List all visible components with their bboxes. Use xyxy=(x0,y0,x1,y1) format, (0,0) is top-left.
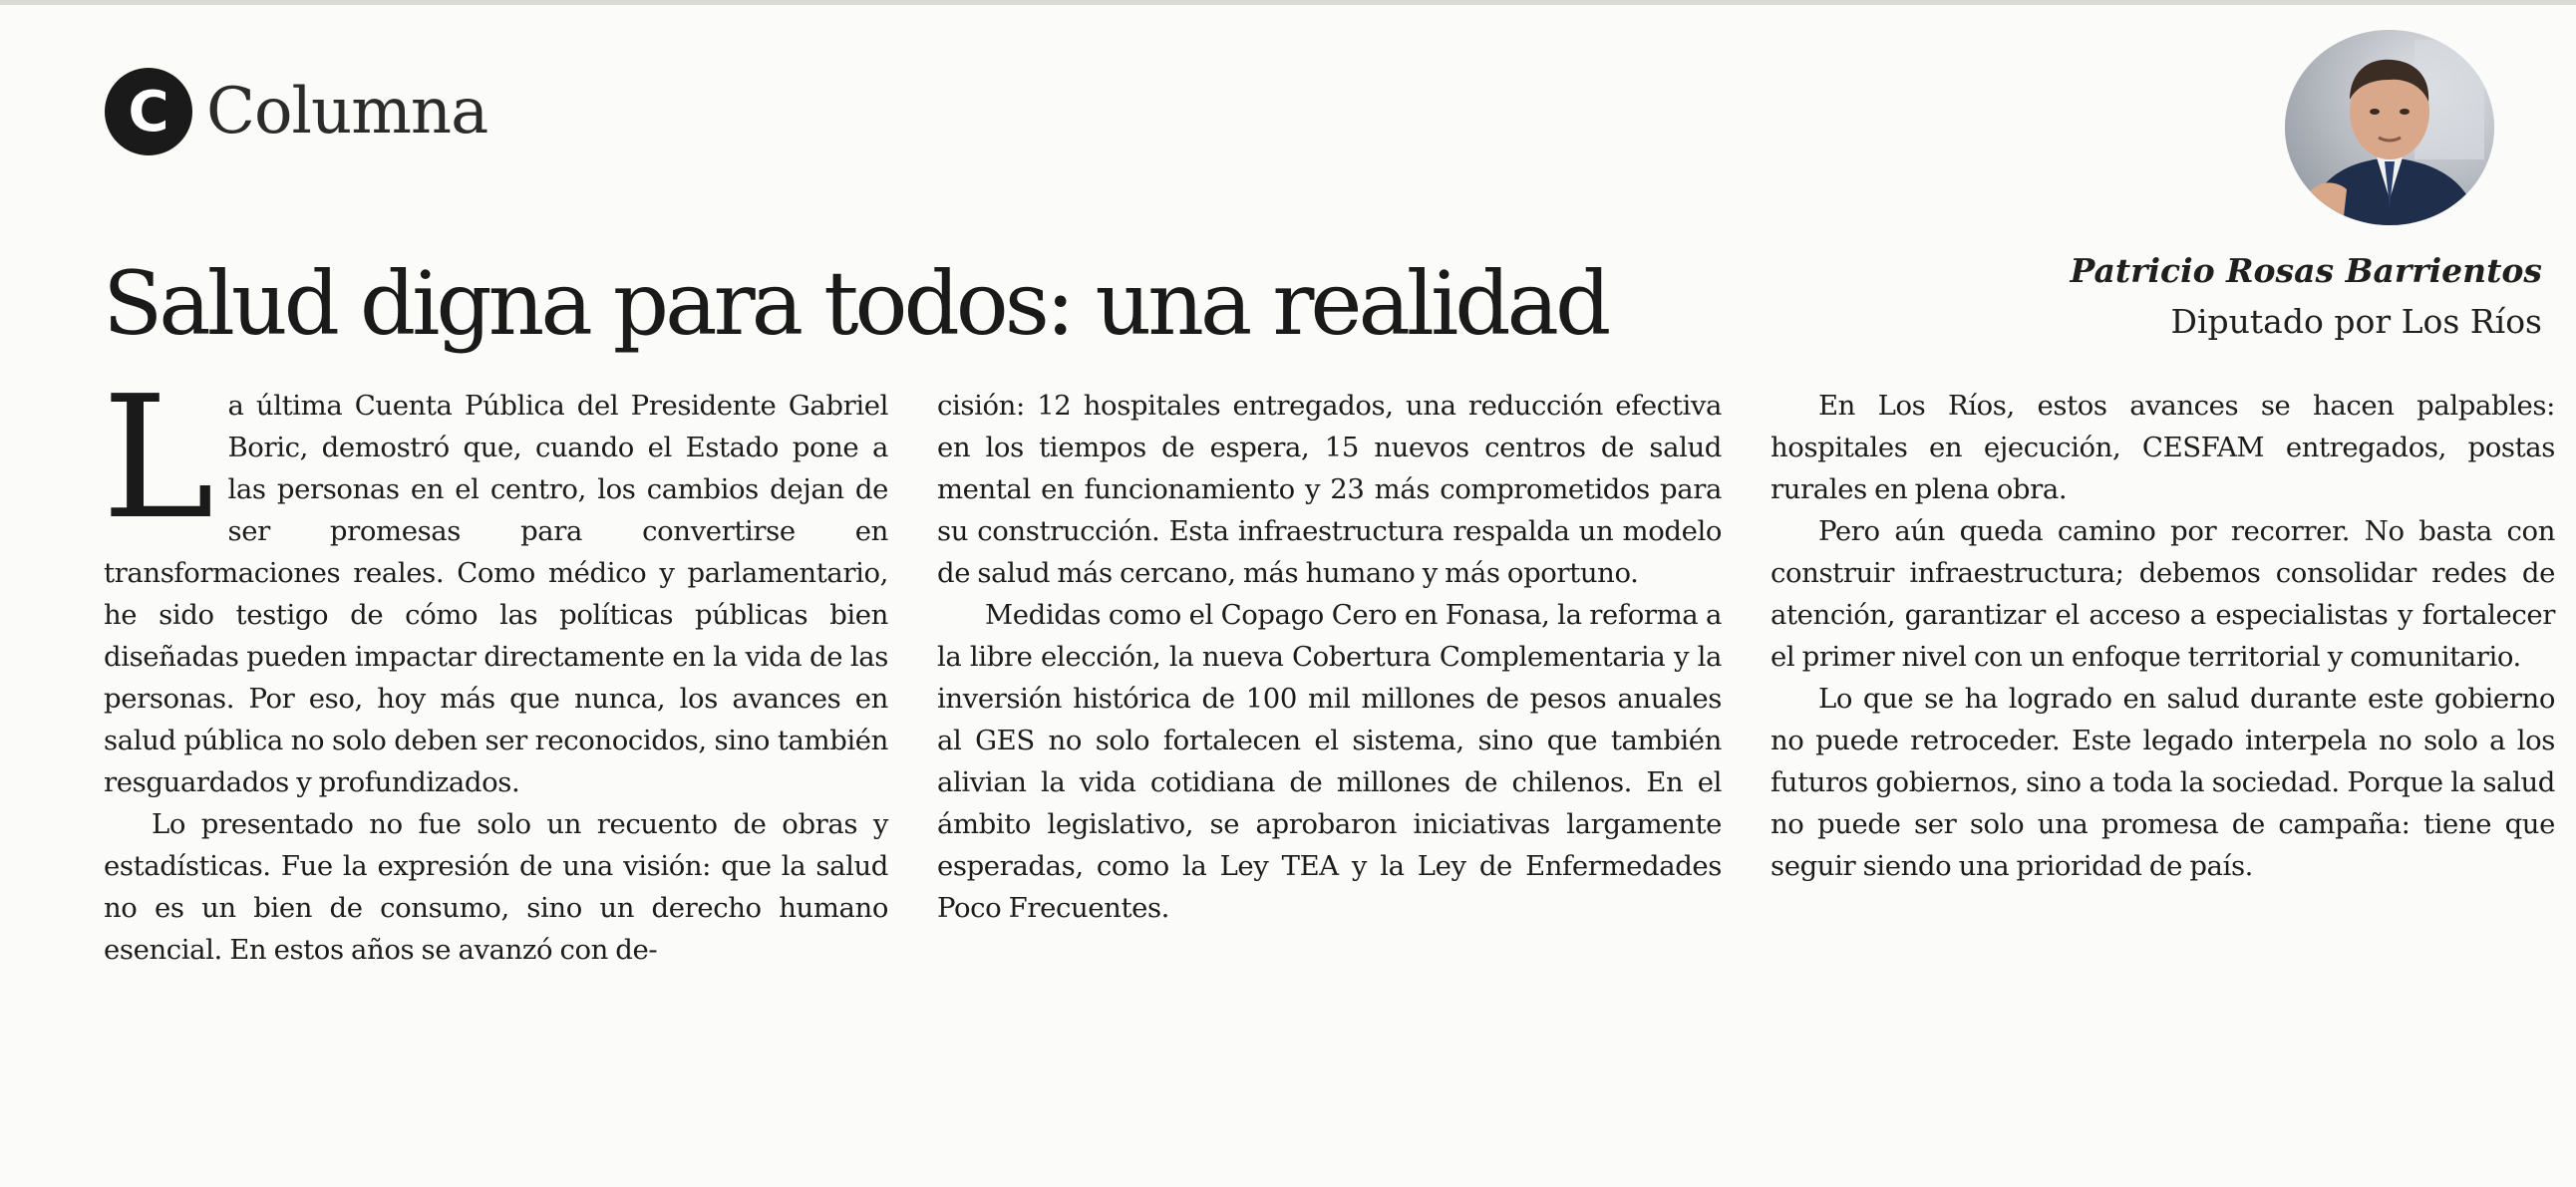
drop-cap: L xyxy=(102,360,214,557)
article-paragraph: En Los Ríos, estos avances se hacen palpables: hospitales en ejecución, CESFAM entregados, postas rurales en plena obra. xyxy=(1771,390,2555,505)
section-label: Columna xyxy=(206,75,488,148)
article-column-1 xyxy=(102,360,888,1082)
article-paragraph: cisión: 12 hospitales entregados, una reducción efectiva en los tiempos de espera, 15 nuevos centros de salud mental en funcionamiento y 23 más comprometidos para su construcción. Esta infraestructura respalda un modelo de salud más cercano, más humano y más oportuno. xyxy=(937,390,1722,589)
article-column-3 xyxy=(1771,385,2555,1082)
author-name: Patricio Rosas Barrientos xyxy=(2070,251,2542,290)
headline: Salud digna para todos: una realidad xyxy=(103,252,1608,355)
article-paragraph xyxy=(102,360,888,803)
article-paragraph: Pero aún queda camino por recorrer. No basta con construir infraestructura; debemos consolidar redes de atención, garantizar el acceso a especialistas y fortalecer el primer nivel con un enfoque territorial y comunitario. xyxy=(1771,515,2555,673)
author-portrait-icon xyxy=(2285,30,2494,225)
article-paragraph: Lo presentado no fue solo un recuento de obras y estadísticas. Fue la expresión de una visión: que la salud no es un bien de consumo, sino un derecho humano esencial. En estos años se avanzó con de- xyxy=(104,808,888,966)
article-paragraph: Lo que se ha logrado en salud durante este gobierno no puede retroceder. Este legado interpela no solo a los futuros gobiernos, sino a toda la sociedad. Porque la salud no puede ser solo una promesa de campaña: tiene que seguir siendo una prioridad de país. xyxy=(1771,683,2555,882)
paragraph-text: a última Cuenta Pública del Presidente Gabriel Boric, demostró que, cuando el Estado pone a las personas en el centro, los cambios dejan de ser promesas para convertirse en transformaciones reales. Como médico y parlamentario, he sido testigo de cómo las políticas públicas bien diseñadas pueden impactar directamente en la vida de las personas. Por eso, hoy más que nunca, los avances en salud pública no solo deben ser reconocidos, sino también resguardados y profundizados. xyxy=(104,390,888,798)
author-photo xyxy=(2285,30,2494,225)
top-rule xyxy=(0,0,2576,5)
section-badge: C xyxy=(105,68,192,155)
article-column-2 xyxy=(937,385,1722,1082)
article-paragraph: Medidas como el Copago Cero en Fonasa, la reforma a la libre elección, la nueva Cobertura Complementaria y la inversión histórica de 100 mil millones de pesos anuales al GES no solo fortalecen el sistema, sino que también alivian la vida cotidiana de millones de chilenos. En el ámbito legislativo, se aprobaron iniciativas largamente esperadas, como la Ley TEA y la Ley de Enfermedades Poco Frecuentes. xyxy=(937,599,1722,924)
section-header xyxy=(105,62,487,161)
author-role: Diputado por Los Ríos xyxy=(2170,302,2542,341)
